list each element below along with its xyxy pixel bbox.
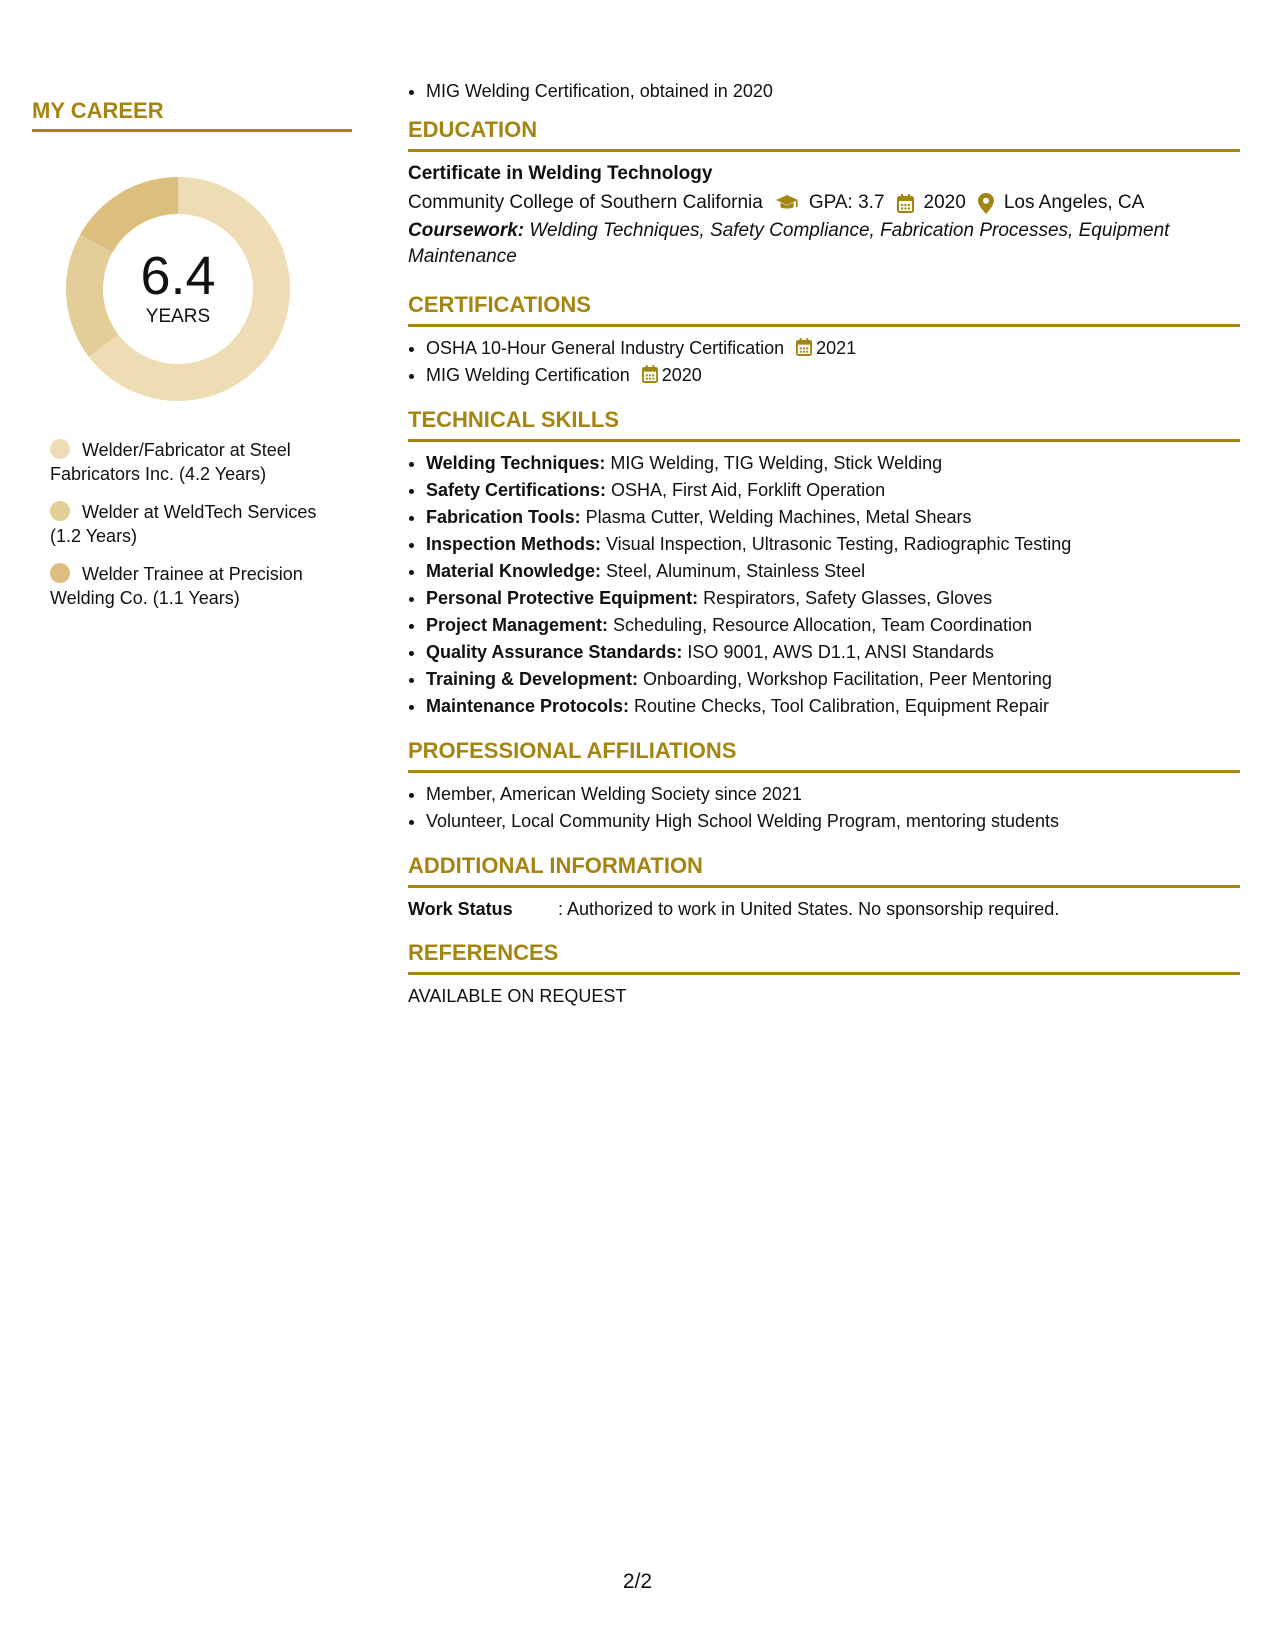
skill-values: ISO 9001, AWS D1.1, ANSI Standards bbox=[682, 642, 994, 662]
technical-skills-section bbox=[408, 405, 1240, 720]
skill-values: Onboarding, Workshop Facilitation, Peer Mentoring bbox=[638, 669, 1052, 689]
references-section bbox=[408, 938, 1240, 1009]
references-text: AVAILABLE ON REQUEST bbox=[408, 986, 627, 1006]
page-number: 2/2 bbox=[622, 1570, 653, 1593]
skill-category: Safety Certifications: bbox=[426, 480, 607, 500]
skill-item bbox=[426, 693, 1240, 720]
certifications-list bbox=[408, 335, 1240, 389]
education-details bbox=[408, 188, 1240, 218]
skill-values: Routine Checks, Tool Calibration, Equipment Repair bbox=[629, 696, 1049, 716]
work-status-value: : Authorized to work in United States. No sponsorship required. bbox=[558, 899, 1060, 919]
certification-name: OSHA 10-Hour General Industry Certification bbox=[426, 338, 785, 358]
career-total-unit: YEARS bbox=[145, 306, 211, 327]
skill-category: Quality Assurance Standards: bbox=[426, 642, 683, 662]
certification-name: MIG Welding Certification bbox=[426, 365, 630, 385]
gpa: GPA: 3.7 bbox=[808, 192, 885, 213]
additional-info-section bbox=[408, 851, 1240, 922]
career-total bbox=[66, 177, 290, 401]
calendar-icon bbox=[796, 338, 812, 356]
graduation-cap-icon bbox=[775, 194, 799, 212]
legend-label: Welder/Fabricator at Steel Fabricators Inc. (4.2 Years) bbox=[50, 440, 291, 484]
skill-values: Visual Inspection, Ultrasonic Testing, Radiographic Testing bbox=[601, 534, 1072, 554]
list-item: • Member, American Welding Society since 2021 bbox=[426, 781, 1240, 808]
list-item: • Volunteer, Local Community High School Welding Program, mentoring students bbox=[426, 808, 1240, 835]
list-item: • MIG Welding Certification, obtained in 2020 bbox=[426, 78, 1240, 105]
calendar-icon bbox=[642, 365, 658, 383]
graduation-year: 2020 bbox=[923, 192, 966, 213]
certification-year: 2020 bbox=[661, 365, 702, 385]
skill-values: Steel, Aluminum, Stainless Steel bbox=[601, 561, 866, 581]
skill-values: Scheduling, Resource Allocation, Team Coordination bbox=[608, 615, 1032, 635]
coursework bbox=[408, 218, 1240, 270]
section-divider bbox=[408, 972, 1240, 975]
main-content bbox=[408, 78, 1240, 1009]
section-title: PROFESSIONAL AFFILIATIONS bbox=[408, 738, 737, 763]
legend-dot bbox=[50, 501, 70, 521]
calendar-icon bbox=[897, 194, 914, 213]
skill-item bbox=[426, 504, 1240, 531]
legend-dot bbox=[50, 563, 70, 583]
section-title: REFERENCES bbox=[408, 940, 559, 965]
coursework-label: Coursework: bbox=[408, 220, 525, 241]
section-title: ADDITIONAL INFORMATION bbox=[408, 853, 703, 878]
career-total-value: 6.4 bbox=[140, 246, 216, 306]
work-status-row bbox=[408, 896, 1240, 922]
legend-item bbox=[50, 500, 350, 548]
school-location: Los Angeles, CA bbox=[1003, 192, 1145, 213]
section-divider bbox=[408, 885, 1240, 888]
career-divider bbox=[32, 129, 352, 132]
coursework-list: Welding Techniques, Safety Compliance, Fabrication Processes, Equipment Maintenance bbox=[408, 220, 1170, 267]
section-divider bbox=[408, 439, 1240, 442]
career-legend bbox=[50, 438, 350, 624]
skill-item bbox=[426, 531, 1240, 558]
work-status-label: Work Status bbox=[408, 899, 513, 919]
list-item bbox=[426, 362, 1240, 389]
continued-list bbox=[408, 78, 1240, 105]
section-title: TECHNICAL SKILLS bbox=[408, 407, 620, 432]
school-name: Community College of Southern California bbox=[408, 192, 763, 213]
skill-category: Material Knowledge: bbox=[426, 561, 602, 581]
skill-category: Personal Protective Equipment: bbox=[426, 588, 699, 608]
career-title: MY CAREER bbox=[32, 98, 164, 123]
skill-item bbox=[426, 666, 1240, 693]
list-item bbox=[426, 335, 1240, 362]
skill-item bbox=[426, 612, 1240, 639]
skill-category: Welding Techniques: bbox=[426, 453, 606, 473]
skill-values: Respirators, Safety Glasses, Gloves bbox=[698, 588, 993, 608]
education-section bbox=[408, 115, 1240, 270]
legend-item bbox=[50, 562, 350, 610]
section-divider bbox=[408, 149, 1240, 152]
skill-values: OSHA, First Aid, Forklift Operation bbox=[606, 480, 886, 500]
skill-item bbox=[426, 558, 1240, 585]
section-title: EDUCATION bbox=[408, 117, 538, 142]
skill-category: Fabrication Tools: bbox=[426, 507, 581, 527]
degree-title: Certificate in Welding Technology bbox=[408, 163, 713, 184]
skill-item bbox=[426, 639, 1240, 666]
skill-category: Training & Development: bbox=[426, 669, 639, 689]
legend-label: Welder at WeldTech Services (1.2 Years) bbox=[50, 502, 317, 546]
certification-year: 2021 bbox=[816, 338, 857, 358]
skills-list bbox=[408, 450, 1240, 720]
skill-values: MIG Welding, TIG Welding, Stick Welding bbox=[605, 453, 943, 473]
skill-category: Maintenance Protocols: bbox=[426, 696, 630, 716]
section-divider bbox=[408, 770, 1240, 773]
map-pin-icon bbox=[978, 193, 994, 214]
affiliations-section bbox=[408, 736, 1240, 835]
skill-category: Project Management: bbox=[426, 615, 609, 635]
skill-item bbox=[426, 585, 1240, 612]
section-title: CERTIFICATIONS bbox=[408, 292, 591, 317]
certifications-section bbox=[408, 290, 1240, 389]
legend-item bbox=[50, 438, 350, 486]
legend-dot bbox=[50, 439, 70, 459]
skill-category: Inspection Methods: bbox=[426, 534, 601, 554]
affiliations-list bbox=[408, 781, 1240, 835]
skill-values: Plasma Cutter, Welding Machines, Metal Shears bbox=[580, 507, 972, 527]
skill-item bbox=[426, 477, 1240, 504]
legend-label: Welder Trainee at Precision Welding Co. (1.1 Years) bbox=[50, 564, 303, 608]
skill-item bbox=[426, 450, 1240, 477]
section-divider bbox=[408, 324, 1240, 327]
